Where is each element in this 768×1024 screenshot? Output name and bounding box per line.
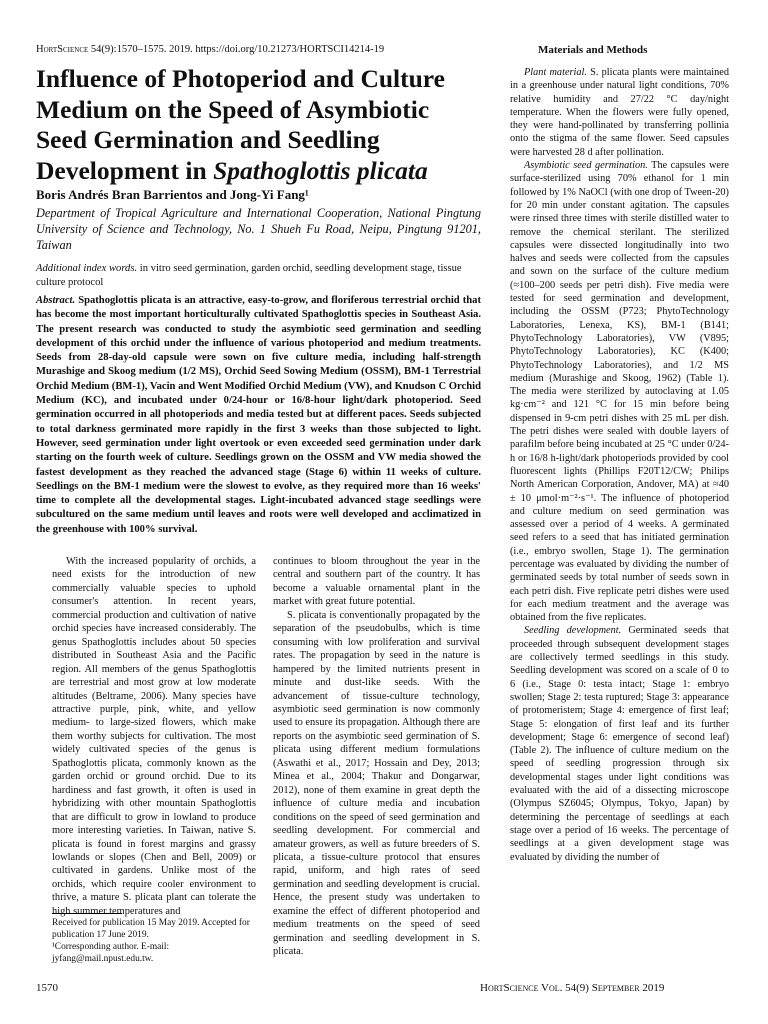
running-header (36, 44, 384, 55)
authors: Boris Andrés Bran Barrientos and Jong-Yi Fang¹ (36, 187, 309, 202)
methods-label-1: Plant material. (524, 67, 587, 78)
intro-paragraph-1: With the increased popularity of orchids, a need exists for the introduction of new commercially valuable species to uphold consumer's attention. In recent years, commercial production and cultivation of native orchid species have increased considerably. The genus Spathoglottis includes about 50 species distributed in Southeast Asia and the Pacific region. All members of the genus Spathoglottis are terrestrial and most grow at low moderate altitudes (Beltrame, 2006). Many species have attractive purple, pink, white, and yellow medium- to large-sized flowers, which make them worthy subjects for cultivation. The most widely cultivated species of the genus is Spathoglottis plicata, commonly known as the garden orchid or ground orchid. Due to its hardiness and fast growth, it often is used in hybridizing with other mountain Spathoglottis that are difficult to grow in lowland to produce more interesting varieties. In Taiwan, native S. plicata is found in forest margins and grassy lowlands or slopes (Chen and Bell, 2009) or cultivated in gardens. Unlike most of the orchids, which require cooler environment to thrive, a mature S. plicata plant can tolerate the high summer temperatures and (52, 556, 256, 917)
abstract-label: Abstract. (36, 295, 76, 306)
methods-text-1: S. plicata plants were maintained in a greenhouse under natural light conditions, 70% relative humidity and 27/22 °C day/night temperature. When the flowers were fully opened, they were hand-pollinated by transferring pollinia onto the stigma of the same flower. Seed capsules were harvested 28 d after pollination. (510, 67, 729, 158)
methods-paragraph-2 (510, 159, 729, 624)
corresponding-note: ¹Corresponding author. E-mail: jyfang@mail.npust.edu.tw. (52, 942, 170, 964)
footer-journal (480, 982, 664, 994)
methods-label-3: Seedling development. (524, 625, 622, 637)
title-line-2: Medium on the Speed of Asymbiotic (36, 94, 430, 124)
footnote-rule (52, 913, 122, 914)
methods-label-2: Asymbiotic seed germination. (524, 160, 648, 172)
intro-column-2 (273, 555, 480, 959)
title-line-3: Seed Germination and Seedling (36, 125, 380, 154)
footer-journal-name: HortScience (480, 982, 539, 994)
affiliation: Department of Tropical Agriculture and International Cooperation, National Pingtung University of Science and Technology, No. 1 Shueh Fu Road, Neipu, Pingtung 91201, Taiwan (36, 206, 481, 252)
methods-paragraph-1 (510, 66, 729, 159)
abstract (36, 294, 481, 537)
methods-text-2: The capsules were surface-sterilized using 70% ethanol for 1 min followed by 1% NaOCl (with one drop of Tween-20) for 20 min under constant agitation. The capsules were rinsed three times with sterile distilled water to remove the chemical sterilant. The sterilized capsules were dissected longitudinally into two halves and seeds were collected from the capsules and sown on the surface of the culture medium (≈100–200 seeds per petri dish). Five media were tested for seed germination and development, including the OSSM (P723; PhytoTechnology Laboratories, Lenexa, KS), BM-1 (B141; PhytoTechnology Laboratories), VW (V895; PhytoTechnology Laboratories), KC (K400; PhytoTechnology Laboratories), and 1/2 MS medium (Murashige and Skoog, 1962) (Table 1). The media were sterilized by autoclaving at 1.05 kg·cm⁻² and 121 °C for 15 min before being dispensed in 9-cm petri dishes with 25 mL per dish. The petri dishes were sealed with double layers of parafilm before being incubated at 25 °C under 0/24-h or 16/8 h-light/dark photoperiods provided by cool fluorescent lights (Phillips F20T12/CW; Philips North American Corporation, Andover, MA) at ≈40 ± 10 μmol·m⁻²·s⁻¹. The influence of photoperiod and culture medium on seed germination was assessed over a period of 4 weeks. A germinated seed refers to a seed that has initiated germination (i.e., embryo swollen, Stage 1). The germination percentage was evaluated by dividing the number of germinated seeds by total number of seeds sown in each petri dish. Five replicate petri dishes were used for each medium treatment and the average was obtained from the five replicates. (510, 160, 729, 624)
title-species: Spathoglottis plicata (213, 155, 428, 185)
section-heading: Materials and Methods (538, 44, 648, 56)
intro-paragraph-2: continues to bloom throughout the year in the central and southern part of the country. It has become a valuable ornamental plant in the market with great future potential. (273, 556, 480, 608)
keywords-text: in vitro seed germination, garden orchid, seedling development stage, tissue culture protocol (36, 263, 462, 288)
received-note: Received for publication 15 May 2019. Accepted for publication 17 June 2019. (52, 918, 250, 940)
footnote (52, 917, 257, 965)
journal-name: HortScience (36, 44, 89, 55)
title-line-1: Influence of Photoperiod and Culture (36, 64, 445, 93)
keywords-label: Additional index words. (36, 263, 138, 274)
intro-paragraph-3: S. plicata is conventionally propagated by the separation of the pseudobulbs, which is time consuming with low proliferation and survival rates. The propagation by seed in the nature is hampered by the limited nutrients present in minute and dust-like seeds. With the advancement of tissue-culture technology, asymbiotic seed germination is now commonly used to ensure its propagation. Although there are reports on the asymbiotic seed germination of S. plicata using different medium formulations (Aswathi et al., 2017; Hossain and Dey, 2013; Minea et al., 2004; Thakur and Dongarwar, 2012), none of them examine in great depth the influence of culture media and incubation conditions on the speed of seed germination and seedling development. For commercial and amateur growers, as well as future breeders of S. plicata, a tissue-culture protocol that ensures rapid, uniform, and high rates of seed germination and seedling development is crucial. Hence, the present study was undertaken to examine the effect of different photoperiod and medium treatments on the speed of seed germination and seedling development in S. plicata. (273, 609, 480, 958)
methods-paragraph-3 (510, 624, 729, 863)
intro-column-1 (52, 555, 256, 918)
page-number: 1570 (36, 982, 58, 994)
citation: 54(9):1570–1575. 2019. https://doi.org/10.21273/HORTSCI14214-19 (90, 44, 385, 55)
methods-text-3: Germinated seeds that proceeded through subsequent development stages are collectively termed seedlings in this study. Seedling development was scored on a scale of 0 to 6 (i.e., Stage 0: testa intact; Stage 1: embryo swollen; Stage 2: testa ruptured; Stage 3: appearance of protomeristem; Stage 4: emergence of first leaf; Stage 5: elongation of first leaf and its further development; Stage 6: emergence of second leaf) (Table 2). The influence of culture medium on the speed of seedling progression through six developmental stages under light conditions was evaluated with the aid of a dissecting microscope (Olympus SZ6045; Olympus, Tokyo, Japan) by determining the percentage of seedlings at each stage over a period of 16 weeks. The percentage of seedlings at a given development stage was evaluated by dividing the number of (510, 625, 729, 863)
methods-column (510, 66, 729, 864)
article-title (36, 64, 476, 186)
footer-volume: Vol. 54(9) September 2019 (538, 982, 665, 994)
abstract-text: Spathoglottis plicata is an attractive, easy-to-grow, and floriferous terrestrial orchid that has become the most important horticulturally cultivated Spathoglottis species in Southeast Asia. The present research was conducted to study the asymbiotic seed germination and seedling development of this orchid under the influence of various photoperiod and medium treatments. Seeds from 28-day-old capsule were sown on five culture media, including half-strength Murashige and Skoog medium (1/2 MS), Orchid Seed Sowing Medium (OSSM), BM-1 Terrestrial Orchid Medium (BM-1), Vacin and Went Modified Orchid Medium (VW), and Knudson C Orchid Medium (KC), and incubated under 0/24-hour or 16/8-hour light/dark photoperiod. Seed germination occurred in all photoperiods and media tested but at different paces. Seeds subjected to total darkness germinated more rapidly in the first 3 weeks than those subjected to light. However, seed germination under light overtook or even exceeded seed germination under dark starting on the fourth week of culture. Seedlings grown on the OSSM and VW media showed the fastest development as they reached the advanced stage (Stage 6) within 11 weeks of culture. Seedlings on the BM-1 medium were the slowest to evolve, as they required more than 16 weeks' time to complete all the developmental stages. Light-incubated advanced stage seedlings were subcultured on the same medium until leaves and roots were well developed and acclimatized in the greenhouse with 100% survival. (36, 295, 481, 535)
title-line-4: Development in (36, 155, 214, 185)
keywords (36, 262, 481, 290)
